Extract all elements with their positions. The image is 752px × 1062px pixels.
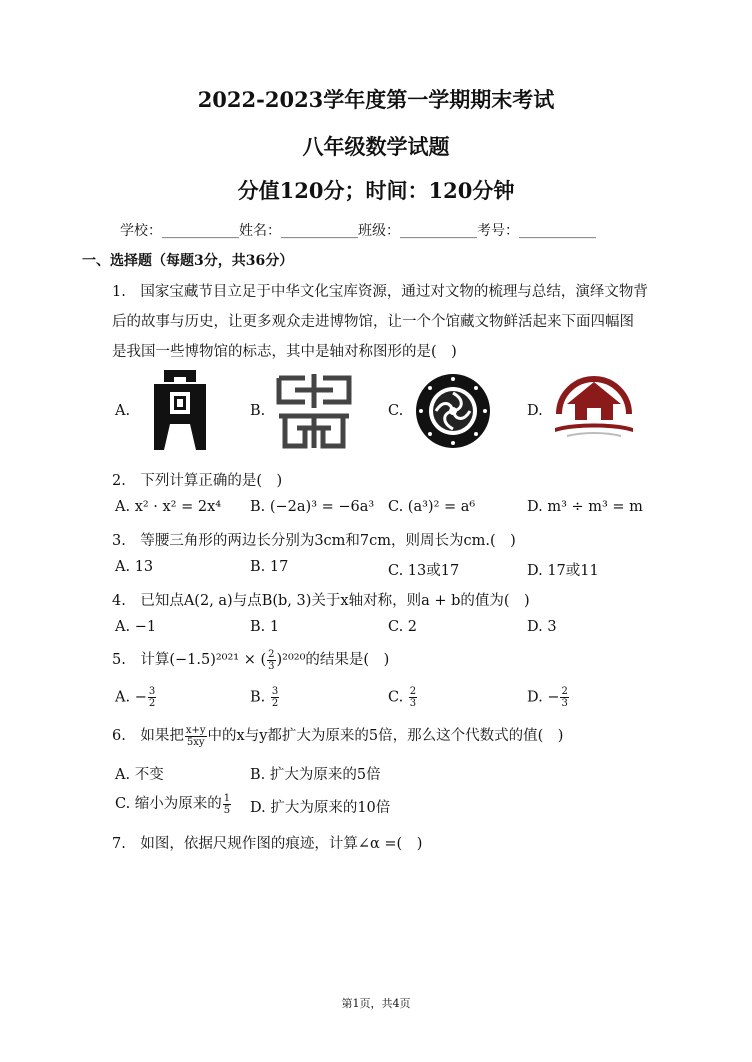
museum-logo-b-icon — [275, 372, 353, 454]
q5-option-d-den: 3 — [561, 698, 568, 709]
q5-option-c-frac — [409, 686, 417, 709]
q5-option-b-label: B. — [250, 689, 266, 706]
q4-option-d: D. 3 — [527, 619, 557, 635]
q6-option-c-frac — [223, 793, 231, 816]
q5-option-b-num: 3 — [271, 686, 279, 697]
q5-option-c-num: 2 — [409, 686, 417, 697]
q5-frac-num: 2 — [268, 648, 275, 660]
section-heading: 一、选择题（每题3分，共36分） — [82, 253, 294, 269]
q6-option-c-den: 5 — [223, 804, 231, 816]
q3-option-b: B. 17 — [250, 559, 289, 575]
q1-line3: 是我国一些博物馆的标志，其中是轴对称图形的是( ) — [112, 344, 457, 360]
q1-option-b-label: B. — [250, 403, 266, 419]
q1-line2: 后的故事与历史，让更多观众走进博物馆，让一个个馆藏文物鲜活起来下面四幅图 — [112, 314, 634, 330]
page-number: 第1页，共4页 — [341, 997, 411, 1010]
q5-option-c-den: 3 — [409, 698, 417, 709]
q3-option-a: A. 13 — [115, 559, 154, 575]
exam-title: 2022-2023学年度第一学期期末考试 — [197, 87, 555, 112]
q3-option-d: D. 17或11 — [527, 563, 599, 579]
museum-logo-a-icon — [140, 368, 220, 454]
q5-option-c-label: C. — [388, 689, 404, 706]
q2-option-d: D. m³ ÷ m³ = m — [527, 499, 643, 515]
q5-option-b-frac — [271, 686, 279, 709]
q5-stem-post: )²⁰²⁰的结果是( ) — [276, 652, 390, 668]
q6-option-a: A. 不变 — [115, 767, 164, 783]
q1-option-a-label: A. — [115, 403, 131, 419]
q6-option-c — [115, 792, 232, 816]
q5-fraction — [267, 649, 275, 672]
student-info-line: 学校：___________姓名：___________班级：___________考号：___________ — [120, 223, 596, 239]
q6-stem-post: 中的x与y都扩大为原来的5倍，那么这个代数式的值( ) — [207, 728, 564, 744]
q2-option-b: B. (−2a)³ = −6a³ — [250, 499, 375, 515]
q5-option-b — [250, 686, 280, 709]
q5-frac-den: 3 — [268, 660, 275, 672]
q5-stem-pre: 5. 计算(−1.5)²⁰²¹ × ( — [112, 652, 267, 668]
q4-stem: 4. 已知点A(2, a)与点B(b, 3)关于x轴对称，则a + b的值为( ) — [112, 593, 530, 609]
q5-option-d-label: D. − — [527, 689, 560, 706]
q5-option-c — [388, 686, 418, 709]
exam-subtitle: 八年级数学试题 — [302, 134, 450, 159]
q6-option-c-label: C. 缩小为原来的 — [115, 796, 222, 812]
museum-logo-d-icon — [553, 374, 635, 448]
q2-option-a: A. x² · x² = 2x⁴ — [115, 499, 222, 515]
q3-stem: 3. 等腰三角形的两边长分别为3cm和7cm，则周长为cm.( ) — [112, 533, 516, 549]
q4-option-a: A. −1 — [115, 619, 157, 635]
q4-option-c: C. 2 — [388, 619, 418, 635]
q5-option-a-num: 3 — [148, 686, 156, 697]
q6-option-c-num: 1 — [223, 792, 231, 804]
q6-option-d: D. 扩大为原来的10倍 — [250, 800, 391, 816]
q5-option-d — [527, 686, 570, 709]
q7-stem: 7. 如图，依据尺规作图的痕迹，计算∠α =( ) — [112, 836, 423, 852]
q5-option-a-frac — [148, 686, 156, 709]
q3-option-c: C. 13或17 — [388, 563, 460, 579]
exam-score-time: 分值120分；时间：120分钟 — [237, 178, 515, 203]
q5-option-a-den: 2 — [148, 698, 156, 709]
q5-option-a — [115, 686, 157, 709]
q1-option-d-label: D. — [527, 403, 543, 419]
q6-frac-num: x+y — [185, 724, 206, 736]
q5-option-d-num: 2 — [561, 686, 568, 697]
q6-stem-pre: 6. 如果把 — [112, 728, 184, 744]
q6-frac-den: 5xy — [186, 736, 205, 748]
q6-option-b: B. 扩大为原来的5倍 — [250, 767, 381, 783]
museum-logo-c-icon — [414, 373, 492, 453]
q5-option-a-label: A. − — [115, 689, 147, 706]
q6-stem — [112, 724, 563, 748]
q1-line1: 1. 国家宝藏节目立足于中华文化宝库资源，通过对文物的梳理与总结，演绎文物背 — [112, 284, 648, 300]
q2-stem: 2. 下列计算正确的是( ) — [112, 473, 283, 489]
q5-option-d-frac — [560, 686, 568, 709]
q6-fraction — [185, 725, 207, 748]
q5-stem — [112, 648, 389, 672]
q5-option-b-den: 2 — [271, 698, 279, 709]
q2-option-c: C. (a³)² = a⁶ — [388, 499, 476, 515]
q1-option-c-label: C. — [388, 403, 404, 419]
q4-option-b: B. 1 — [250, 619, 280, 635]
